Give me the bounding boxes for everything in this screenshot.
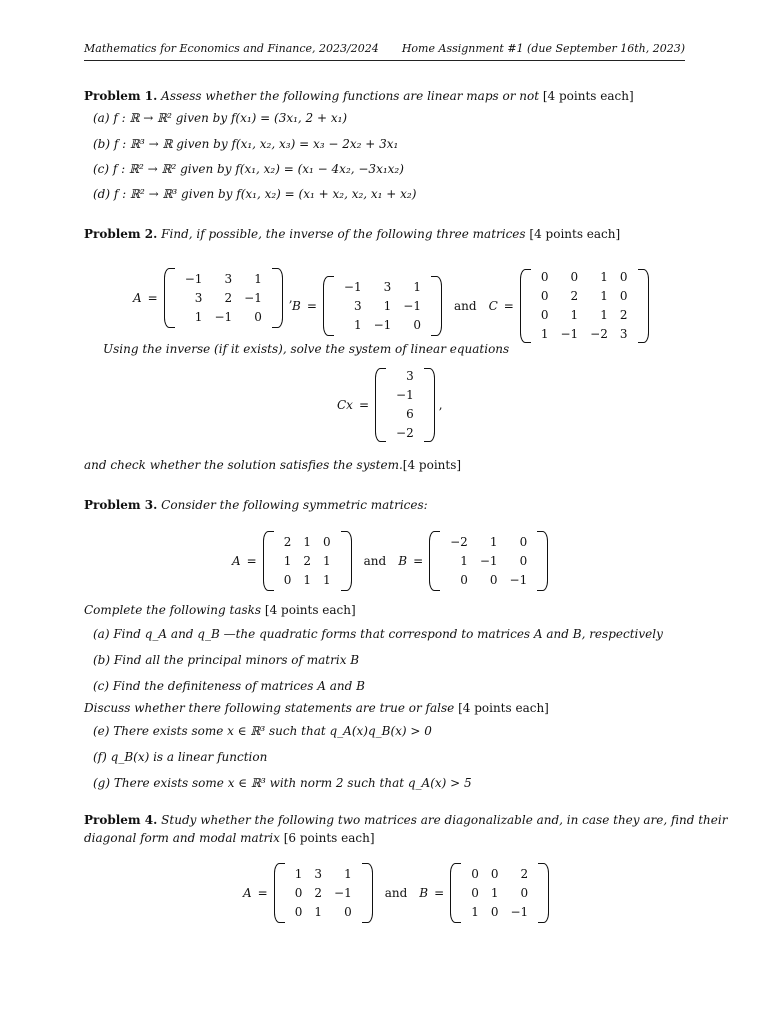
- and-text: and: [454, 299, 477, 313]
- matrix-2b: B = −1 3 1 3 1 −1 1 −1 0 and C = 0 0 1 0 0 2 1 0 0 1 1 2 1 −1 −2 3: [292, 268, 649, 344]
- matrix-3a-entries: 2 1 0 1 2 1 0 1 1: [283, 534, 331, 587]
- problem-3-discuss-intro: Discuss whether there following statements are true or false [4 points each]: [84, 701, 549, 715]
- matrix-4b-label: B: [419, 886, 429, 900]
- matrix-2a-entries: −1 3 1 3 2 −1 1 −1 0: [184, 271, 262, 324]
- problem-4-intro: Study whether the following two matrices are diagonalizable and, in case they are, find their: [161, 813, 728, 827]
- problem-3-statement-g: (g) There exists some x ∈ ℝ³ with norm 2 such that q_A(x) > 5: [93, 776, 472, 790]
- header-course: Mathematics for Economics and Finance, 2023/2024: [84, 42, 379, 55]
- problem-1-points: [4 points each]: [542, 89, 634, 103]
- header-assignment: Home Assignment #1 (due September 16th, 2023): [401, 42, 685, 55]
- problem-4-title: Problem 4.: [84, 813, 158, 827]
- and-text: and: [363, 554, 387, 568]
- problem-3-tasks-intro: Complete the following tasks [4 points each]: [84, 603, 356, 617]
- problem-3-task-a: (a) Find q_A and q_B —the quadratic forms that correspond to matrices A and B, respectively: [93, 627, 663, 641]
- problem-3-intro: Consider the following symmetric matrices:: [161, 498, 428, 512]
- matrix-3b-entries: −2 1 0 1 −1 0 0 0 −1: [450, 534, 528, 587]
- matrix-2c-label: C: [488, 299, 498, 313]
- matrix-2b-entries: −1 3 1 3 1 −1 1 −1 0: [343, 279, 421, 332]
- matrix-4b-entries: 0 0 2 0 1 0 1 0 −1: [471, 866, 529, 919]
- problem-3-task-c: (c) Find the definiteness of matrices A and B: [93, 679, 365, 693]
- problem-2-check: and check whether the solution satisfies the system.[4 points]: [84, 458, 462, 472]
- matrix-3a: A = 2 1 0 1 2 1 0 1 1 and B = −2 1 0 1 −1 0 0 0 −1: [232, 531, 548, 591]
- matrix-4a-label: A: [243, 886, 252, 900]
- matrix-2a-label: A: [133, 291, 142, 305]
- page-header: [84, 42, 685, 61]
- problem-4-intro-cont: diagonal form and modal matrix [6 points each]: [84, 831, 375, 845]
- problem-1-item-a: (a) f : ℝ → ℝ² given by f(x₁) = (3x₁, 2 + x₁): [93, 111, 348, 125]
- and-text: and: [384, 886, 408, 900]
- problem-2-using: Using the inverse (if it exists), solve the system of linear equations: [103, 342, 510, 356]
- matrix-4a-entries: 1 3 1 0 2 −1 0 1 0: [294, 866, 352, 919]
- problem-3-statement-f: (f) q_B(x) is a linear function: [93, 750, 268, 764]
- matrix-4a: A = 1 3 1 0 2 −1 0 1 0 and B = 0 0 2 0 1 0 1 0 −1: [243, 863, 549, 923]
- problem-1-item-d: (d) f : ℝ² → ℝ³ given by f(x₁, x₂) = (x₁ + x₂, x₂, x₁ + x₂): [93, 187, 417, 201]
- problem-1-title: Problem 1.: [84, 89, 158, 103]
- problem-2-title: Problem 2.: [84, 227, 158, 241]
- problem-3-task-b: (b) Find all the principal minors of matrix B: [93, 653, 360, 667]
- problem-2-intro: Find, if possible, the inverse of the following three matrices: [161, 227, 526, 241]
- system-cx-vector: 3 −1 6 −2: [396, 369, 414, 440]
- problem-4-heading: [84, 813, 727, 827]
- problem-3-statement-e: (e) There exists some x ∈ ℝ³ such that q_A(x)q_B(x) > 0: [93, 724, 432, 738]
- problem-2-points: [4 points each]: [529, 227, 621, 241]
- problem-3-title: Problem 3.: [84, 498, 158, 512]
- problem-1-item-b: (b) f : ℝ³ → ℝ given by f(x₁, x₂, x₃) = x₃ − 2x₂ + 3x₁: [93, 137, 399, 151]
- problem-2-heading: [84, 227, 620, 241]
- matrix-3b-label: B: [398, 554, 408, 568]
- system-cx: Cx = 3 −1 6 −2 ,: [337, 367, 443, 443]
- problem-3-heading: [84, 498, 428, 512]
- system-cx-label: Cx: [337, 398, 353, 412]
- matrix-2b-label: B: [292, 299, 301, 313]
- problem-1-heading: [84, 89, 634, 103]
- matrix-2c-entries: 0 0 1 0 0 2 1 0 0 1 1 2 1 −1 −2 3: [540, 270, 628, 341]
- matrix-3a-label: A: [232, 554, 241, 568]
- matrix-2a: A = −1 3 1 3 2 −1 1 −1 0 ,: [133, 268, 293, 328]
- problem-1-intro: Assess whether the following functions are linear maps or not: [161, 89, 540, 103]
- problem-1-item-c: (c) f : ℝ² → ℝ² given by f(x₁, x₂) = (x₁ − 4x₂, −3x₁x₂): [93, 162, 404, 176]
